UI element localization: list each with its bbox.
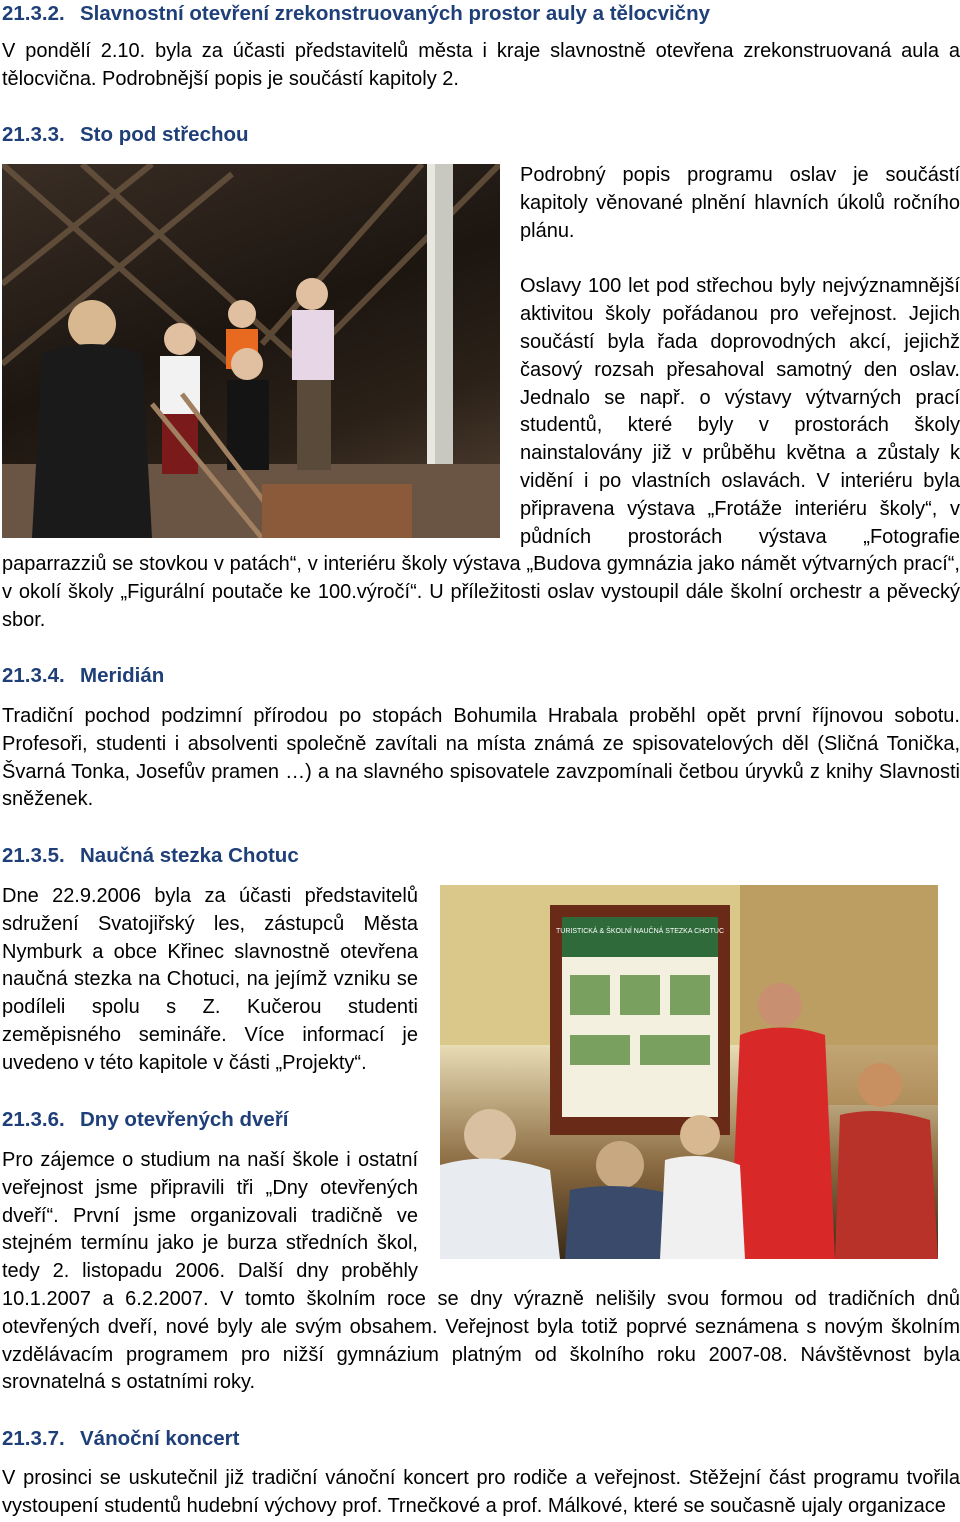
section-title: Slavnostní otevření zrekonstruovaných prostor auly a tělocvičny <box>80 2 710 25</box>
section-title: Vánoční koncert <box>80 1427 240 1450</box>
section-number: 21.3.2. <box>2 2 65 25</box>
paragraph-vanocni-koncert: V prosinci se uskutečnil již tradiční vánoční koncert pro rodiče a veřejnost. Stěžejní část programu tvořila vystoupení studentů hudební výchovy prof. Trnečkové a prof. Málkové, které se současně ujaly organizace <box>2 1467 960 1517</box>
section-heading-naucna-stezka <box>2 842 299 869</box>
section-number: 21.3.7. <box>2 1427 65 1450</box>
section-title: Naučná stezka Chotuc <box>80 844 299 867</box>
paragraph-naucna-stezka: Dne 22.9.2006 byla za účasti představitelů sdružení Svatojiřský les, zástupců Města Nymburk a obce Křinec slavnostně otevřena naučná stezka na Chotuci, na jejímž vzniku se podíleli spolu s Z. Kučerou studenti zeměpisného semináře. Více informací je uvedeno v této kapitole v části „Projekty“. <box>2 885 418 1074</box>
trail-photo <box>440 885 938 1259</box>
section-heading-dny-otevrenych-dveri <box>2 1106 289 1133</box>
section-title: Sto pod střechou <box>80 123 249 146</box>
section-number: 21.3.5. <box>2 844 65 867</box>
paragraph-aula: V pondělí 2.10. byla za účasti představitelů města i kraje slavnostně otevřena zrekonstruovaná aula a tělocvična. Podrobnější popis je součástí kapitoly 2. <box>2 40 960 90</box>
paragraph-dny-otevrenych-dveri-continued: 10.1.2007 a 6.2.2007. V tomto školním roce se dny výrazně nelišily svou formou od tradičních dnů otevřených dveří, nové byly ale svým obsahem. Veřejnost byla totiž poprvé seznámena s novým školním vzdělávacím programem pro nižší gymnázium platným od školního roku 2007-08. Návštěvnost byla srovnatelná s ostatními roky. <box>2 1288 960 1394</box>
section-number: 21.3.4. <box>2 664 65 687</box>
trail-illustration <box>440 885 938 1259</box>
section-heading-sto-pod-strechou <box>2 121 249 148</box>
attic-illustration <box>2 164 500 538</box>
section-title: Meridián <box>80 664 165 687</box>
attic-side-text <box>520 162 960 551</box>
board-title-text: TURISTICKÁ & ŠKOLNÍ NAUČNÁ STEZKA CHOTUC <box>555 928 725 935</box>
section-heading-aula <box>2 0 710 27</box>
paragraph-meridian: Tradiční pochod podzimní přírodou po stopách Bohumila Hrabala proběhl opět první říjnovou sobotu. Profesoři, studenti i absolventi společně zavítali na místa známá ze spisovatelových děl (Sličná Tonička, Švarná Tonka, Josefův pramen …) a na slavného spisovatele zavzpomínali četbou úryvků z knihy Slavnosti sněženek. <box>2 705 960 811</box>
paragraph-oslavy-continued: paparrazziů se stovkou v patách“, v interiéru školy výstava „Budova gymnázia jako námět výtvarných prací“, v okolí školy „Figurální poutače ke 100.výročí“. U příležitosti oslav vystoupil dále školní orchestr a pěvecký sbor. <box>2 553 960 631</box>
section-heading-vanocni-koncert <box>2 1425 240 1452</box>
attic-photo <box>2 164 500 538</box>
section-number: 21.3.6. <box>2 1108 65 1131</box>
paragraph-oslavy: Oslavy 100 let pod střechou byly nejvýznamnější aktivitou školy pořádanou pro veřejnost. Jejich součástí byla řada doprovodných akcí, jejichž časový rozsah přesahoval samotný den oslav. Jednalo se např. o výstavy výtvarných prací studentů, které byly v prostorách školy nainstalovány již v průběhu května a zůstaly k vidění i po vlastních oslavách. V interiéru byla připravena výstava „Frotáže interiéru školy“, v půdních prostorách výstava „Fotografie <box>520 275 960 548</box>
section-number: 21.3.3. <box>2 123 65 146</box>
section-heading-meridian <box>2 662 164 689</box>
paragraph-program: Podrobný popis programu oslav je součástí kapitoly věnované plnění hlavních úkolů ročního plánu. <box>520 164 960 242</box>
paragraph-dny-otevrenych-dveri: Pro zájemce o studium na naší škole i ostatní veřejnost jsme připravili tři „Dny otevřených dveří“. První jsme organizovali tradičně ve stejném termínu jako je burza středních škol, tedy 2. listopadu 2006. Další dny proběhly <box>2 1149 418 1283</box>
section-title: Dny otevřených dveří <box>80 1108 289 1131</box>
